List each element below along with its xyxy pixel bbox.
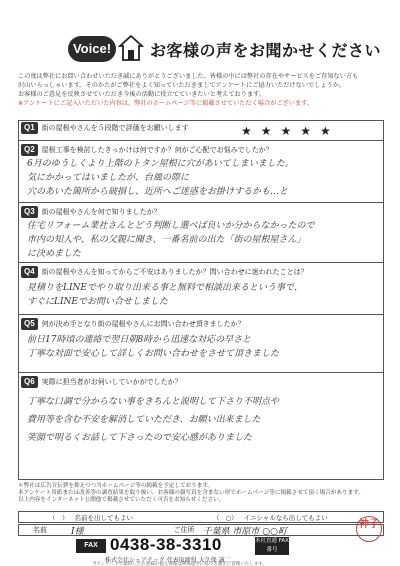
answer-text[interactable] <box>27 333 279 361</box>
answer-line: 穴のあいた箇所から破損し、近所へご迷惑をお掛けするかも…と <box>27 187 289 197</box>
intro-text <box>18 72 384 108</box>
question-tag: Q4 <box>21 266 38 278</box>
question-text: 何が決め手となり街の屋根やさんにお問い合わせ頂きましたか？ <box>41 320 245 328</box>
note-line: 本アンケート用紙または改善等の調査結果を取り扱い、お客様の顔写真を含まない形でホームページ等に掲載させて頂く場合があります。 <box>18 490 364 496</box>
company-name: 株式会社シェアテック 代表取締役 大久保 誠二 <box>105 557 231 564</box>
name-label: 名前 <box>33 526 47 534</box>
question-text: 街の屋根やさんを何で知りましたか？ <box>41 208 161 216</box>
answer-line: 丁寧な口調で分からない事をきちんと説明して下さり不明点や <box>27 397 280 407</box>
disclaimer-notes <box>18 483 384 504</box>
consent-option-initial[interactable]: （ ○） イニシャルなら出してもよい <box>213 513 328 522</box>
seal-stamp: 神子 <box>356 516 382 542</box>
fax-number: 0438-38-3310 <box>110 535 222 554</box>
selected-mark: ○ <box>225 513 232 522</box>
address-label: ご住所 <box>173 526 195 534</box>
answer-line: 笑顔で明るくお話して下さったので安心感がありました <box>27 433 253 443</box>
intro-line: お客様のご意見を反映させていただき今後の活動に役立てていきたいと考えております。 <box>18 91 266 98</box>
fax-badge: FAX <box>76 539 106 553</box>
answer-text[interactable] <box>27 281 303 309</box>
survey-form <box>18 120 384 480</box>
voice-badge: Voice! <box>68 36 116 62</box>
answer-line: 気にかかってはいましたが、台風の際に <box>27 173 190 183</box>
note-line: ＊弊社は広告宣伝費を抑えつつ当ホームページ等の掲載を予定しております。 <box>18 483 214 489</box>
consent-row <box>18 511 384 523</box>
answer-line: に決めました <box>27 249 82 259</box>
consent-label: イニシャルなら出してもよい <box>243 513 328 522</box>
answer-line: 前日17時頃の連絡で翌日朝8時から迅速な対応の早さと <box>27 335 252 345</box>
question-tag: Q6 <box>21 376 38 388</box>
answer-line: 住宅リフォーム業社さんとどう判断し選べば良いか分からなかったので <box>27 221 315 231</box>
question-q2 <box>19 141 383 203</box>
page-title: お客様の声をお聞かせください <box>150 41 382 60</box>
address-value[interactable]: 千葉県 市原市 ○○町 <box>202 526 287 537</box>
question-q5 <box>19 315 383 373</box>
question-q6 <box>19 373 383 479</box>
intro-note: ※アンケートにご記入いただいた内容は、弊社のホームページ等に掲載させていただく場合がございます。 <box>18 100 314 107</box>
answer-line: 市内の知人や、私の父親に聞き、一番名前の出た「街の屋根屋さん」 <box>27 235 306 245</box>
name-value[interactable]: I様 <box>71 526 84 537</box>
question-text: 街の屋根やさんを知ってからご不安はありましたか？問い合わせに迷われたことは？ <box>41 268 308 276</box>
answer-text[interactable] <box>27 393 279 447</box>
question-tag: Q1 <box>21 122 38 134</box>
rating-stars[interactable]: ★★★★★ <box>241 124 340 138</box>
question-q4 <box>19 263 383 315</box>
intro-line: 沢山いらっしゃいます。そのかたがご弊社をよく知っていただきましてアンケートにご協力いただけないでしょうか。 <box>18 82 346 89</box>
consent-label: 名前を出してもよい <box>74 513 133 522</box>
intro-line: この度は弊社にお問い合わせいただき誠にありがとうございました。皆様の中には弊社の存在やサービスをご存知ない方も <box>18 73 359 80</box>
question-tag: Q5 <box>21 318 38 330</box>
privacy-notice: 当アンケートで取得したお客様の個人情報は関係法令に基づき適正に管理いたします。 <box>92 562 267 566</box>
answer-line: 丁寧な対面で安心して詳しくお問い合わせをさせて頂きました <box>27 349 280 359</box>
consent-option-name[interactable]: （ ） 名前を出してもよい <box>49 513 133 522</box>
question-q1 <box>19 121 383 141</box>
question-text: 街の屋根やさんを５段階で評価をお願いします <box>41 124 189 132</box>
question-text: 屋根工事を検討したきっかけは何ですか？何がご心配でお悩みでしたか？ <box>41 146 273 154</box>
answer-text[interactable] <box>27 157 294 199</box>
answer-line: 見積りをLINEでやり取り出来る事と無料で相談出来るという事で、 <box>27 283 303 293</box>
note-line: 以上内容をインターネット公開他で掲載させていただく可否をお知らせください。 <box>18 497 225 503</box>
answer-text[interactable] <box>27 219 315 261</box>
answer-line: すぐにLINEでお問い合せしました <box>27 297 168 307</box>
answer-line: 6月のゆうしくより上階のトタン屋根に穴があいてしまいました。 <box>27 159 294 169</box>
question-tag: Q2 <box>21 144 38 156</box>
fax-direct-label: 本社直通 FAX番号 <box>255 538 289 553</box>
question-tag: Q3 <box>21 206 38 218</box>
question-q3 <box>19 203 383 263</box>
question-text: 実際に担当者がお伺いしていかがでしたか？ <box>41 378 182 386</box>
house-icon <box>118 34 144 62</box>
answer-line: 費用等を含む不安を解消していただき、お願い出来ました <box>27 415 261 425</box>
